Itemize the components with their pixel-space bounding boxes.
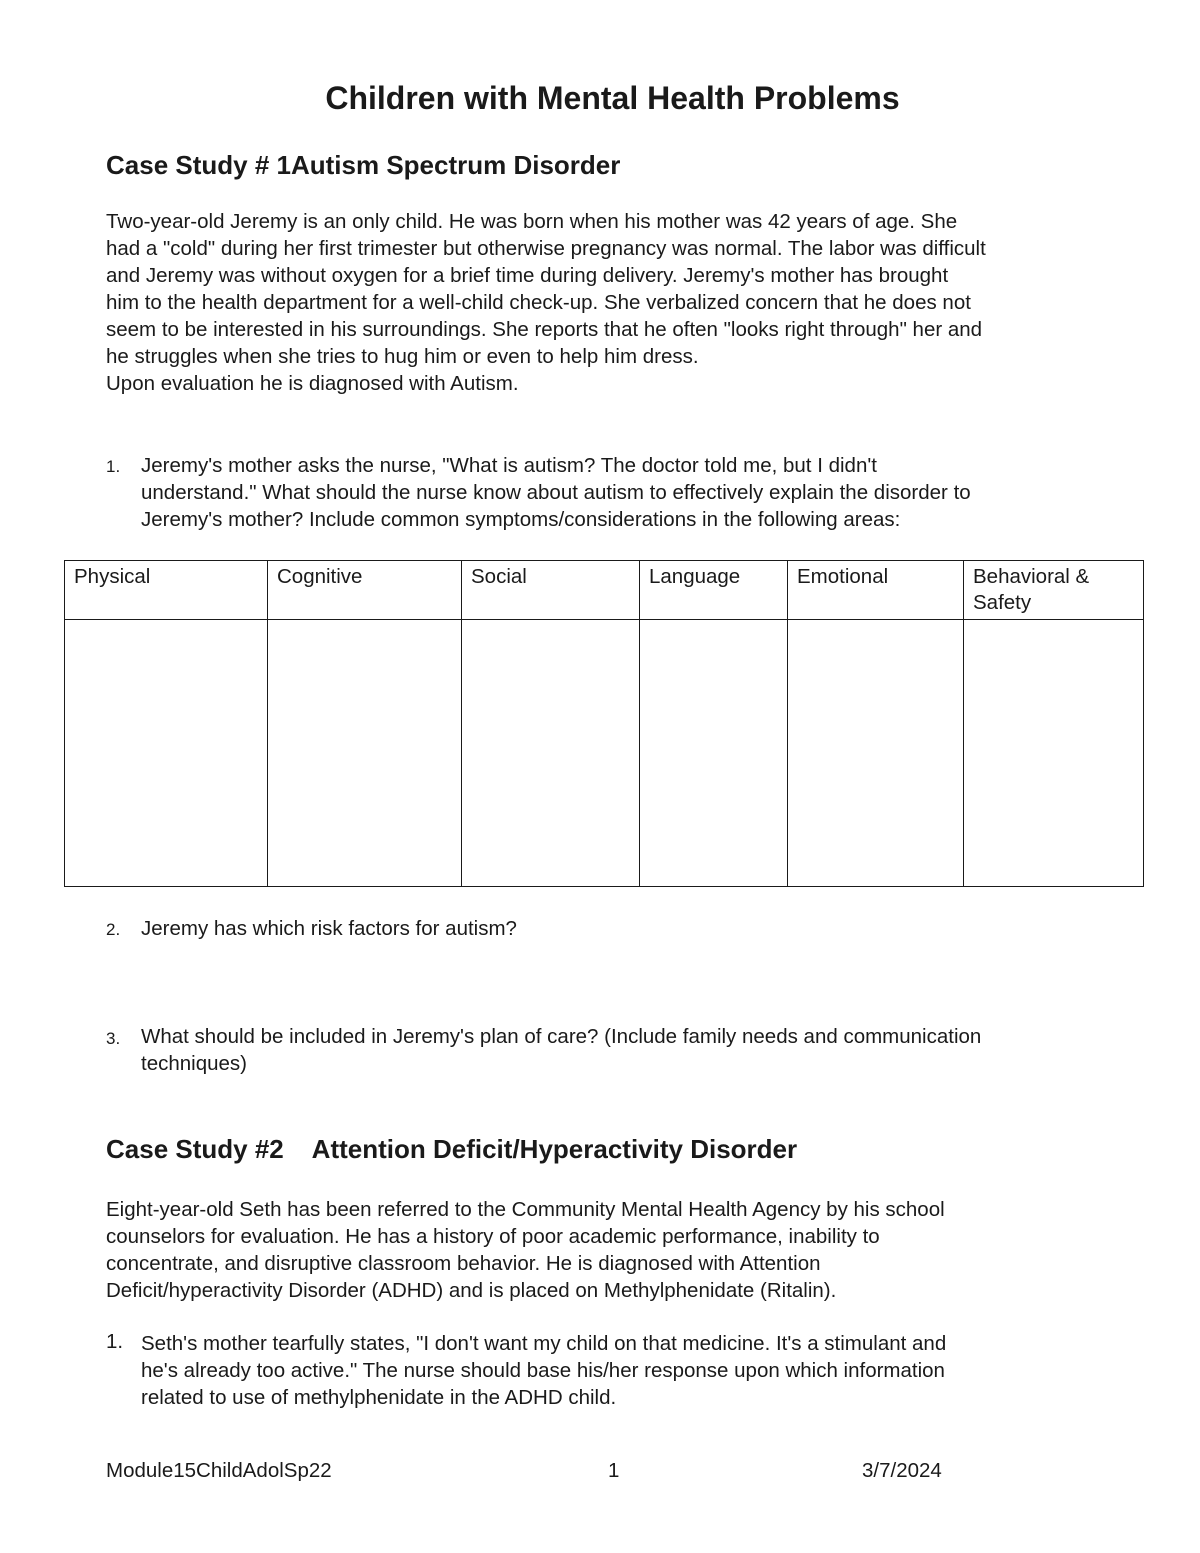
answer-cell[interactable]	[964, 620, 1144, 887]
question-line: understand." What should the nurse know about autism to effectively explain the disorder to	[141, 481, 971, 504]
paragraph-line: Eight-year-old Seth has been referred to the Community Mental Health Agency by his school	[106, 1198, 945, 1221]
question-number: 1.	[106, 457, 121, 476]
case-study-1-paragraph	[106, 208, 1136, 397]
paragraph-line: concentrate, and disruptive classroom behavior. He is diagnosed with Attention	[106, 1252, 821, 1275]
answer-cell[interactable]	[65, 620, 268, 887]
table-header-cell: Physical	[65, 561, 268, 620]
question-3-text	[141, 1023, 1131, 1077]
paragraph-line: Two-year-old Jeremy is an only child. He was born when his mother was 42 years of age. She	[106, 210, 958, 233]
table-header-cell: Language	[640, 561, 788, 620]
table-header-row	[65, 561, 1144, 620]
paragraph-line: counselors for evaluation. He has a history of poor academic performance, inability to	[106, 1225, 880, 1248]
answer-cell[interactable]	[788, 620, 964, 887]
question-line: Jeremy's mother asks the nurse, "What is autism? The doctor told me, but I didn't	[141, 454, 877, 477]
paragraph-line: Deficit/hyperactivity Disorder (ADHD) and is placed on Methylphenidate (Ritalin).	[106, 1279, 837, 1302]
paragraph-line: and Jeremy was without oxygen for a brief time during delivery. Jeremy's mother has brought	[106, 264, 949, 287]
table-header-cell: Behavioral & Safety	[964, 561, 1144, 620]
footer-document-name: Module15ChildAdolSp22	[106, 1459, 332, 1482]
case-study-2-heading: Case Study #2 Attention Deficit/Hyperactivity Disorder	[106, 1134, 798, 1164]
document-title: Children with Mental Health Problems	[325, 80, 900, 116]
question-line: he's already too active." The nurse should base his/her response upon which information	[141, 1359, 945, 1382]
paragraph-line: seem to be interested in his surroundings. She reports that he often "looks right through" her and	[106, 318, 983, 341]
question-number: 2.	[106, 920, 121, 939]
case-study-1-heading: Case Study # 1Autism Spectrum Disorder	[106, 150, 621, 180]
question-line: Jeremy's mother? Include common symptoms/considerations in the following areas:	[141, 508, 901, 531]
question-number: 3.	[106, 1029, 121, 1048]
symptoms-table	[64, 560, 1144, 887]
answer-cell[interactable]	[640, 620, 788, 887]
question-line: Seth's mother tearfully states, "I don't want my child on that medicine. It's a stimulant and	[141, 1332, 947, 1355]
case-study-2-paragraph	[106, 1196, 1136, 1304]
table-answer-row	[65, 620, 1144, 887]
question-line: techniques)	[141, 1052, 247, 1075]
case-2-question-1-text	[141, 1330, 1131, 1411]
question-2-text	[141, 915, 1131, 942]
table-header-cell: Emotional	[788, 561, 964, 620]
paragraph-line: he struggles when she tries to hug him or even to help him dress.	[106, 345, 699, 368]
paragraph-line: him to the health department for a well-child check-up. She verbalized concern that he does not	[106, 291, 971, 314]
question-number: 1.	[106, 1330, 124, 1353]
diagnosis-line: Upon evaluation he is diagnosed with Autism.	[106, 372, 519, 395]
answer-cell[interactable]	[268, 620, 462, 887]
question-1-text	[141, 452, 1131, 533]
question-line: What should be included in Jeremy's plan of care? (Include family needs and communication	[141, 1025, 982, 1048]
footer-date: 3/7/2024	[862, 1459, 942, 1482]
footer-page-number: 1	[608, 1459, 620, 1482]
answer-cell[interactable]	[462, 620, 640, 887]
table-header-cell: Cognitive	[268, 561, 462, 620]
question-line: Jeremy has which risk factors for autism?	[141, 917, 517, 940]
paragraph-line: had a "cold" during her first trimester but otherwise pregnancy was normal. The labor was difficult	[106, 237, 986, 260]
question-line: related to use of methylphenidate in the ADHD child.	[141, 1386, 617, 1409]
table-header-cell: Social	[462, 561, 640, 620]
